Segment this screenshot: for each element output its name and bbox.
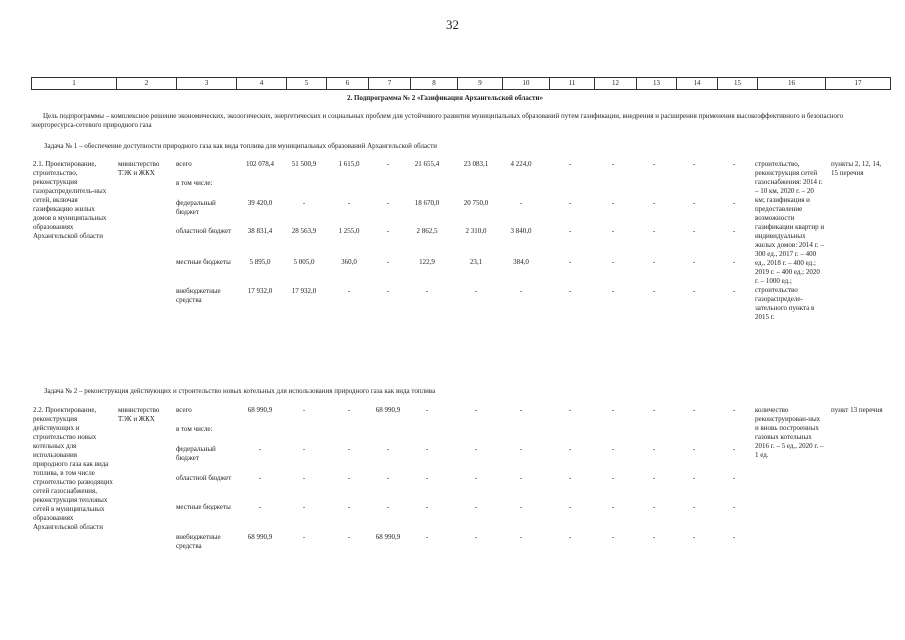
funding-value-c9: - bbox=[474, 474, 478, 482]
funding-value-c4: 17 932,0 bbox=[247, 287, 273, 295]
funding-value-c9: 23 083,1 bbox=[463, 160, 489, 168]
funding-value-c6: - bbox=[347, 445, 351, 453]
funding-value-c4: 38 831,4 bbox=[247, 227, 273, 235]
funding-value-c7: - bbox=[386, 258, 390, 266]
column-header-10: 10 bbox=[503, 78, 550, 90]
task-2: Задача № 2 – реконструкция действующих и строительство новых котельных для использования природного газа как вида топлива bbox=[44, 387, 436, 395]
funding-value-c13: - bbox=[652, 445, 656, 453]
funding-value-c10: - bbox=[519, 533, 523, 541]
funding-source-label: всего bbox=[176, 406, 192, 414]
funding-value-c12: - bbox=[611, 445, 615, 453]
funding-value-c11: - bbox=[568, 445, 572, 453]
funding-value-c14: - bbox=[692, 474, 696, 482]
funding-value-c11: - bbox=[568, 287, 572, 295]
funding-value-c4: 39 420,0 bbox=[247, 199, 273, 207]
funding-value-c15: - bbox=[732, 474, 736, 482]
funding-value-c9: - bbox=[474, 533, 478, 541]
funding-value-c7: - bbox=[386, 474, 390, 482]
funding-value-c15: - bbox=[732, 258, 736, 266]
column-header-16: 16 bbox=[758, 78, 826, 90]
funding-value-c4: - bbox=[258, 445, 262, 453]
funding-value-c4: 68 990,9 bbox=[247, 533, 273, 541]
funding-value-c15: - bbox=[732, 445, 736, 453]
funding-value-c8: - bbox=[425, 503, 429, 511]
measure-2-2-executor: министерство ТЭК и ЖКХ bbox=[118, 406, 160, 423]
funding-value-c8: - bbox=[425, 533, 429, 541]
funding-value-c13: - bbox=[652, 406, 656, 414]
funding-value-c13: - bbox=[652, 533, 656, 541]
funding-value-c5: 17 932,0 bbox=[291, 287, 317, 295]
measure-2-1-points: пункты 2, 12, 14, 15 перечня bbox=[831, 160, 882, 177]
funding-value-c5: - bbox=[302, 199, 306, 207]
column-header-13: 13 bbox=[637, 78, 677, 90]
measure-2-2-name: 2.2. Проектирование, реконструкция действующих и строительство новых котельных для использования природного газа как вида топлива, в том числе строительство разводящих сетей газоснабжения, реконструкция тепловых сетей в муниципальных образованиях Архангельской области bbox=[33, 406, 113, 531]
funding-source-label: федеральный бюджет bbox=[176, 445, 216, 462]
funding-value-c5: - bbox=[302, 533, 306, 541]
funding-value-c10: - bbox=[519, 287, 523, 295]
funding-value-c13: - bbox=[652, 258, 656, 266]
funding-value-c6: - bbox=[347, 287, 351, 295]
funding-value-c15: - bbox=[732, 533, 736, 541]
funding-value-c9: - bbox=[474, 287, 478, 295]
column-header-6: 6 bbox=[327, 78, 369, 90]
funding-value-c7: - bbox=[386, 503, 390, 511]
funding-value-c9: - bbox=[474, 503, 478, 511]
funding-value-c5: - bbox=[302, 474, 306, 482]
task-1: Задача № 1 – обеспечение доступности природного газа как вида топлива для муниципальных образований Архангельской области bbox=[44, 142, 438, 150]
funding-value-c7: - bbox=[386, 227, 390, 235]
funding-value-c15: - bbox=[732, 287, 736, 295]
funding-value-c5: - bbox=[302, 406, 306, 414]
funding-value-c6: - bbox=[347, 533, 351, 541]
funding-value-c13: - bbox=[652, 287, 656, 295]
funding-value-c7: - bbox=[386, 160, 390, 168]
column-header-17: 17 bbox=[826, 78, 891, 90]
funding-value-c11: - bbox=[568, 199, 572, 207]
page-number: 32 bbox=[446, 17, 459, 32]
funding-value-c6: - bbox=[347, 474, 351, 482]
funding-value-c12: - bbox=[611, 258, 615, 266]
funding-value-c4: 5 895,0 bbox=[249, 258, 271, 266]
column-header-2: 2 bbox=[117, 78, 177, 90]
funding-value-c15: - bbox=[732, 406, 736, 414]
funding-value-c10: 3 840,0 bbox=[510, 227, 532, 235]
funding-source-label: всего bbox=[176, 160, 192, 168]
funding-value-c11: - bbox=[568, 503, 572, 511]
funding-value-c7: - bbox=[386, 445, 390, 453]
funding-value-c10: - bbox=[519, 199, 523, 207]
funding-value-c13: - bbox=[652, 160, 656, 168]
funding-value-c8: 122,9 bbox=[419, 258, 435, 266]
funding-value-c8: - bbox=[425, 445, 429, 453]
funding-value-c9: - bbox=[474, 445, 478, 453]
funding-value-c9: - bbox=[474, 406, 478, 414]
funding-value-c8: - bbox=[425, 287, 429, 295]
column-header-5: 5 bbox=[287, 78, 327, 90]
funding-value-c5: 28 563,9 bbox=[291, 227, 317, 235]
funding-value-c5: 5 005,0 bbox=[293, 258, 315, 266]
funding-value-c15: - bbox=[732, 227, 736, 235]
column-header-8: 8 bbox=[411, 78, 458, 90]
funding-value-c12: - bbox=[611, 533, 615, 541]
funding-value-c8: 18 670,0 bbox=[414, 199, 440, 207]
funding-value-c11: - bbox=[568, 227, 572, 235]
funding-value-c6: - bbox=[347, 199, 351, 207]
funding-value-c9: 2 310,0 bbox=[465, 227, 487, 235]
funding-value-c13: - bbox=[652, 503, 656, 511]
funding-value-c11: - bbox=[568, 533, 572, 541]
funding-value-c4: 68 990,9 bbox=[247, 406, 273, 414]
column-header-12: 12 bbox=[595, 78, 637, 90]
funding-value-c4: - bbox=[258, 503, 262, 511]
funding-value-c8: - bbox=[425, 406, 429, 414]
funding-value-c14: - bbox=[692, 227, 696, 235]
column-header-4: 4 bbox=[237, 78, 287, 90]
measure-2-2-result: количество реконструирован-ных и вновь построенных газовых котельных 2016 г. – 5 ед., 2020 г. – 1 ед. bbox=[755, 406, 824, 459]
funding-value-c10: 384,0 bbox=[513, 258, 529, 266]
funding-value-c12: - bbox=[611, 406, 615, 414]
funding-value-c5: 51 500,9 bbox=[291, 160, 317, 168]
column-header-1: 1 bbox=[32, 78, 117, 90]
funding-source-label: внебюджетные средства bbox=[176, 287, 221, 304]
funding-value-c7: - bbox=[386, 199, 390, 207]
funding-value-c12: - bbox=[611, 160, 615, 168]
funding-value-c6: - bbox=[347, 406, 351, 414]
funding-value-c14: - bbox=[692, 160, 696, 168]
funding-value-c6: 1 255,0 bbox=[338, 227, 360, 235]
funding-value-c6: - bbox=[347, 503, 351, 511]
column-header-11: 11 bbox=[550, 78, 595, 90]
funding-value-c10: - bbox=[519, 445, 523, 453]
funding-value-c14: - bbox=[692, 533, 696, 541]
goal-text: Цель подпрограммы – комплексное решение экономических, экологических, энергетических и социальных проблем для устойчивого развития муниципальных образований путем газификации, внедрения и расширения применения высокоэффективного и безопасного энергоресурса-сетевого природного газа bbox=[31, 112, 844, 129]
funding-value-c12: - bbox=[611, 503, 615, 511]
funding-value-c11: - bbox=[568, 160, 572, 168]
funding-value-c7: - bbox=[386, 287, 390, 295]
funding-source-label: внебюджетные средства bbox=[176, 533, 221, 550]
funding-value-c7: 68 990,9 bbox=[375, 406, 401, 414]
funding-value-c14: - bbox=[692, 287, 696, 295]
funding-value-c13: - bbox=[652, 227, 656, 235]
column-number-header bbox=[31, 77, 891, 90]
funding-value-c10: - bbox=[519, 406, 523, 414]
funding-value-c8: - bbox=[425, 474, 429, 482]
funding-source-label: в том числе: bbox=[176, 179, 213, 187]
funding-value-c10: - bbox=[519, 474, 523, 482]
funding-value-c11: - bbox=[568, 474, 572, 482]
funding-value-c14: - bbox=[692, 503, 696, 511]
funding-source-label: в том числе: bbox=[176, 425, 213, 433]
funding-source-label: областной бюджет bbox=[176, 227, 232, 235]
funding-value-c14: - bbox=[692, 258, 696, 266]
funding-value-c11: - bbox=[568, 406, 572, 414]
funding-value-c10: - bbox=[519, 503, 523, 511]
funding-value-c13: - bbox=[652, 199, 656, 207]
funding-value-c14: - bbox=[692, 199, 696, 207]
funding-value-c12: - bbox=[611, 199, 615, 207]
column-header-7: 7 bbox=[369, 78, 411, 90]
measure-2-2-points: пункт 13 перечня bbox=[831, 406, 883, 414]
funding-source-label: местные бюджеты bbox=[176, 503, 231, 511]
funding-value-c15: - bbox=[732, 503, 736, 511]
measure-2-1-result: строительство, реконструкция сетей газоснабжения: 2014 г. – 10 км, 2020 г. – 20 км; газификация и предоставление возможности газификации квартир и индивидуальных жилых домов: 2014 г. – 300 ед., 2017 г. – 400 ед., 2018 г. – 400 ед.; 2019 г. – 400 ед.; 2020 г. – 1000 ед.; строительство газораспределе-зательного пункта в 2015 г. bbox=[755, 160, 825, 321]
funding-value-c6: 1 615,0 bbox=[338, 160, 360, 168]
funding-value-c14: - bbox=[692, 406, 696, 414]
funding-value-c5: - bbox=[302, 503, 306, 511]
funding-value-c4: - bbox=[258, 474, 262, 482]
funding-value-c15: - bbox=[732, 199, 736, 207]
funding-value-c7: 68 990,9 bbox=[375, 533, 401, 541]
funding-value-c8: 2 862,5 bbox=[416, 227, 438, 235]
funding-value-c11: - bbox=[568, 258, 572, 266]
funding-value-c12: - bbox=[611, 287, 615, 295]
funding-value-c13: - bbox=[652, 474, 656, 482]
funding-source-label: местные бюджеты bbox=[176, 258, 231, 266]
funding-value-c8: 21 655,4 bbox=[414, 160, 440, 168]
funding-source-label: областной бюджет bbox=[176, 474, 232, 482]
funding-value-c5: - bbox=[302, 445, 306, 453]
subprogram-title: 2. Подпрограмма № 2 «Газификация Архангельской области» bbox=[346, 94, 544, 102]
funding-value-c12: - bbox=[611, 474, 615, 482]
funding-value-c9: 20 750,0 bbox=[463, 199, 489, 207]
funding-value-c9: 23,1 bbox=[469, 258, 483, 266]
measure-2-1-executor: министерство ТЭК и ЖКХ bbox=[118, 160, 160, 177]
funding-value-c10: 4 224,0 bbox=[510, 160, 532, 168]
funding-value-c14: - bbox=[692, 445, 696, 453]
funding-value-c15: - bbox=[732, 160, 736, 168]
funding-value-c12: - bbox=[611, 227, 615, 235]
funding-value-c6: 360,0 bbox=[341, 258, 357, 266]
funding-source-label: федеральный бюджет bbox=[176, 199, 216, 216]
column-header-14: 14 bbox=[677, 78, 718, 90]
column-header-3: 3 bbox=[177, 78, 237, 90]
funding-value-c4: 102 078,4 bbox=[246, 160, 274, 168]
column-header-9: 9 bbox=[458, 78, 503, 90]
measure-2-1-name: 2.1. Проектирование, строительство, реконструкция газораспределитель-ных сетей, включая газификацию жилых домов в муниципальных образованиях Архангельской области bbox=[33, 160, 107, 240]
column-header-15: 15 bbox=[718, 78, 758, 90]
